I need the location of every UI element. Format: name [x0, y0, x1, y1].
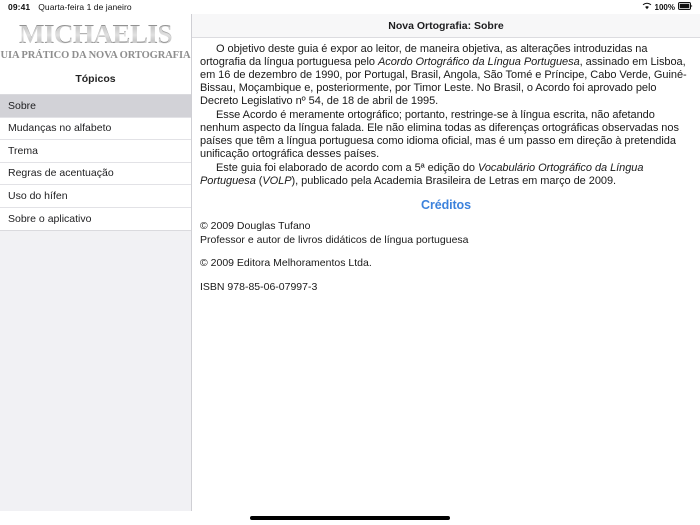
detail-pane	[192, 14, 700, 511]
status-bar	[0, 0, 700, 14]
wifi-icon	[642, 2, 652, 12]
sidebar-item-label: Mudanças no alfabeto	[8, 122, 112, 135]
sidebar-item-sobre-o-aplicativo[interactable]	[0, 208, 191, 231]
topics-header: Tópicos	[0, 63, 191, 94]
sidebar-item-label: Sobre	[8, 99, 37, 112]
credits-author-block	[200, 220, 692, 247]
sidebar-item-label: Sobre o aplicativo	[8, 212, 92, 225]
paragraph-3-part-a: Este guia foi elaborado de acordo com a 5ª edição do	[216, 161, 478, 174]
paragraph-1-part-b: , assinado em Lisboa, em 16 de dezembro de 1990, por Portugal, Brasil, Angola, São Tomé e Príncipe, Cabo Verde, Guiné-Bissau, Moçambique e, posteriormente, por Timor Leste. No Brasil, o Acordo foi aprovado pelo Decreto Legislativo nº 54, de 18 de abril de 1995.	[200, 56, 687, 108]
brand-subtitle	[0, 50, 191, 61]
paragraph-3-part-c: ), publicado pela Academia Brasileira de Letras em março de 2009.	[291, 174, 617, 187]
topics-list	[0, 94, 191, 231]
status-time: 09:41	[8, 2, 31, 12]
sidebar-item-label: Uso do hífen	[8, 189, 68, 202]
split-view	[0, 14, 700, 511]
credits-author-role: Professor e autor de livros didáticos de língua portuguesa	[200, 233, 469, 246]
brand-header	[0, 14, 191, 63]
credits-isbn: ISBN 978-85-06-07997-3	[200, 280, 318, 293]
sidebar-empty-area	[0, 231, 191, 511]
sidebar-item-label: Trema	[8, 144, 38, 157]
paragraph-1-part-a: O objetivo deste guia é expor ao leitor, de maneira objetiva, as alterações introduzidas na ortografia da língua portuguesa pelo	[200, 43, 648, 69]
status-bar-right	[642, 2, 693, 12]
battery-percent-label: 100%	[654, 2, 675, 12]
paragraph-3-italic-title: Vocabulário Ortográfico da Língua Portuguesa	[200, 161, 644, 187]
paragraph-2: Esse Acordo é meramente ortográfico; portanto, restringe-se à língua escrita, não afetando nenhum aspecto da língua falada. Ele não elimina todas as diferenças ortográficas observadas nos países que têm a língua portuguesa como idioma oficial, mas é um passo em direção à pretendida unificação ortográfica desses países.	[200, 108, 679, 161]
michaelis-logo: MICHAELIS	[0, 20, 191, 49]
sidebar-item-uso-do-hifen[interactable]	[0, 185, 191, 208]
home-indicator-area	[0, 511, 700, 525]
paragraph-3	[200, 162, 692, 188]
credits-publisher-block	[200, 257, 692, 271]
paragraph-1	[200, 43, 692, 108]
document-body	[192, 38, 700, 511]
paragraph-3-italic-abbrev: VOLP	[262, 174, 292, 187]
sidebar-item-trema[interactable]	[0, 140, 191, 163]
credits-copyright-publisher: © 2009 Editora Melhoramentos Ltda.	[200, 257, 372, 270]
paragraph-3-part-b: (	[255, 174, 263, 187]
sidebar	[0, 14, 192, 511]
brand-subtitle-text: UIA PRÁTICO DA NOVA ORTOGRAFIA	[0, 50, 191, 62]
status-bar-left	[8, 2, 132, 12]
home-indicator[interactable]	[250, 516, 450, 520]
paragraph-1-italic-title: Acordo Ortográfico da Língua Portuguesa	[377, 56, 580, 69]
credits-isbn-block	[200, 281, 692, 295]
navigation-bar	[192, 14, 700, 38]
credits-copyright-author: © 2009 Douglas Tufano	[200, 220, 311, 233]
battery-full-icon	[678, 2, 693, 12]
sidebar-item-sobre[interactable]	[0, 95, 191, 118]
sidebar-item-regras-de-acentuacao[interactable]	[0, 163, 191, 186]
credits-heading: Créditos	[421, 198, 471, 213]
sidebar-item-mudancas-no-alfabeto[interactable]	[0, 118, 191, 141]
sidebar-item-label: Regras de acentuação	[8, 167, 114, 180]
page-title: Nova Ortografia: Sobre	[388, 19, 504, 32]
status-date: Quarta-feira 1 de janeiro	[38, 2, 132, 12]
